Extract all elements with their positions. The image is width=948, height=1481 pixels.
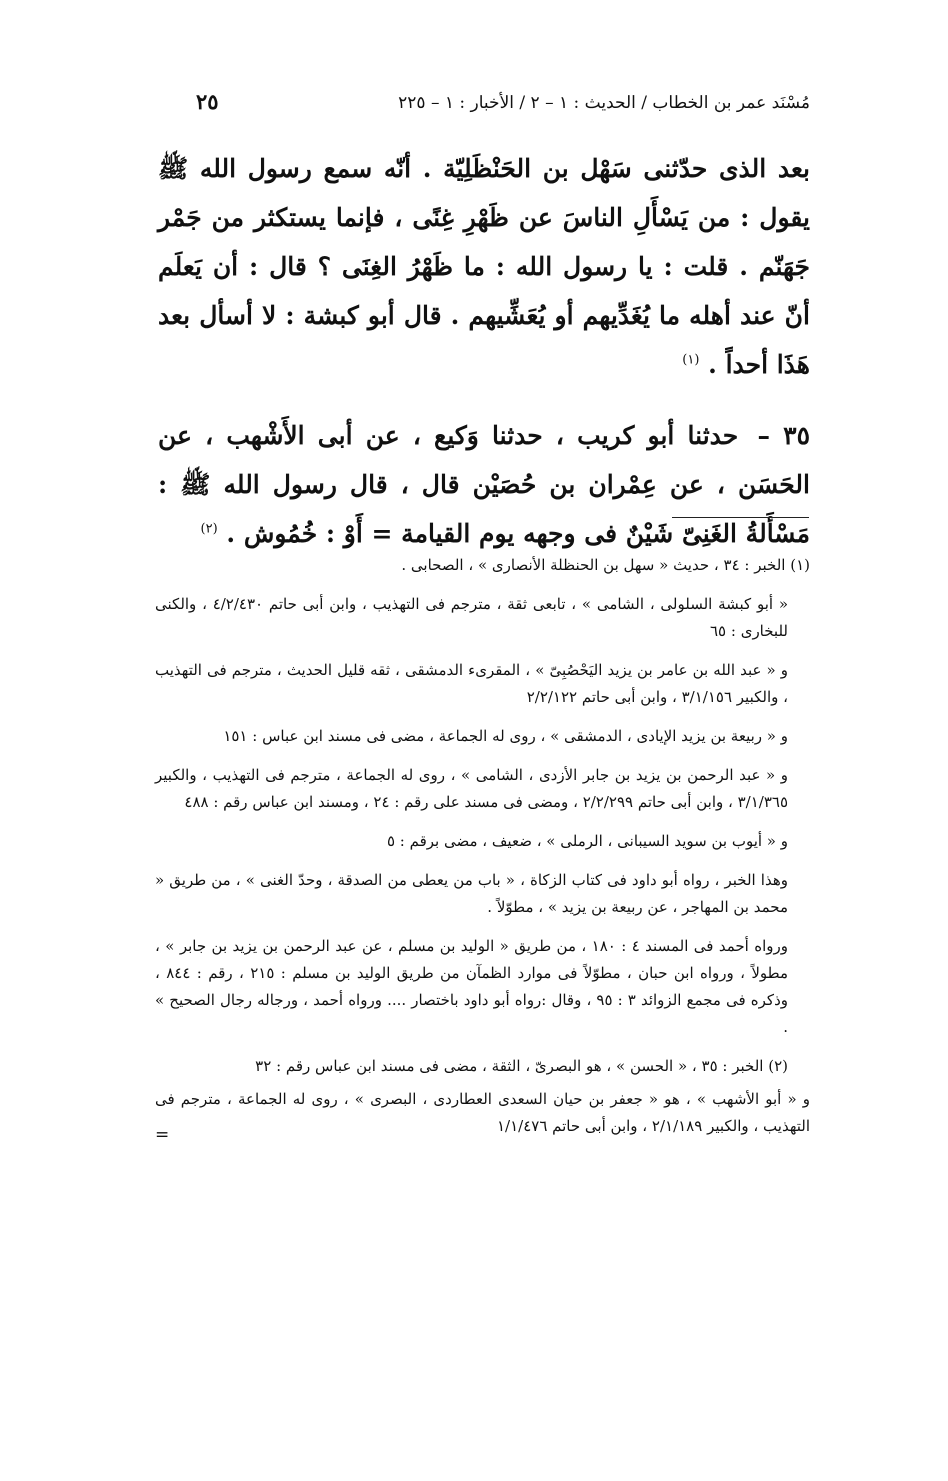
paragraph-text: بعد الذى حدّثنى سَهْل بن الحَنْظَلِيّة . أنّه سمع رسول الله ﷺ يقول : من يَسْأَلِ الناسَ عن ظَهْرِ غِنًى ، فإنما يستكثر من جَمْر جَهَنّم . قلت : يا رسول الله : ما ظَهْرُ الغِنَى ؟ قال : أن يَعلَم أنّ عند أهله ما يُغَدِّيهم أو يُعَشِّيهم . قال أبو كبشة : لا أسأل بعد هَذَا أحداً . — [158, 154, 810, 379]
footnote: و « عبد الرحمن بن يزيد بن جابر الأزدى ، الشامى » ، روى له الجماعة ، مترجم فى التهذيب ، والكبير ٣/١/٣٦٥ ، وابن أبى حاتم ٢/٢/٢٩٩ ، ومضى فى مسند على رقم : ٢٤ ، ومسند ابن عباس رقم : ٤٨٨ — [155, 766, 788, 811]
footnote: و « أيوب بن سويد السيبانى ، الرملى » ، ضعيف ، مضى برقم : ٥ — [386, 832, 788, 850]
footnote: و « عبد الله بن عامر بن يزيد اليَحْصُبِىّ » ، المقرىء الدمشقى ، ثقه قليل الحديث ، مترجم فى التهذيب ، والكبير ٣/١/١٥٦ ، وابن أبى حاتم ٢/٢/١٢٢ — [155, 661, 788, 706]
footnote: و « أبو الأشهب » ، هو « جعفر بن حيان السعدى العطاردى ، البصرى » ، روى له الجماعة ، مترجم فى التهذيب ، والكبير ٢/١/١٨٩ ، وابن أبى حاتم ١/١/٤٧٦ — [155, 1090, 810, 1135]
continuation-mark: = — [155, 1125, 170, 1145]
hadith-35-paragraph — [158, 411, 810, 558]
footnote: ورواه أحمد فى المسند ٤ : ١٨٠ ، من طريق « الوليد بن مسلم ، عن عبد الرحمن بن يزيد بن جابر » ، مطولاً ، ورواه ابن حبان ، مطوّلاً فى موارد الظمآن من طريق الوليد بن مسلم : ٢١٥ ، رقم : ٨٤٤ ، وذكره فى مجمع الزوائد ٣ : ٩٥ ، وقال :رواه أبو داود باختصار .... ورواه أحمد ، ورجاله رجال الصحيح » . — [155, 937, 789, 1036]
footnote: « أبو كبشة السلولى ، الشامى » ، تابعى ثقة ، مترجم فى التهذيب ، وابن أبى حاتم ٤/٢/٤٣٠ ، والكنى للبخارى : ٦٥ — [155, 595, 789, 640]
hadith-number: ٣٥ – — [757, 421, 810, 450]
footnote: (٢) الخبر : ٣٥ ، « الحسن » ، هو البصرىّ ، الثقة ، مضى فى مسند ابن عباس رقم : ٣٢ — [255, 1057, 788, 1075]
footnote-separator — [672, 517, 809, 518]
footnotes — [155, 552, 810, 1145]
footnote-marker: (١) — [682, 352, 700, 368]
footnote: و « ربيعة بن يزيد الإيادى ، الدمشقى » ، روى له الجماعة ، مضى فى مسند ابن عباس : ١٥١ — [223, 727, 788, 745]
running-title: مُسْنَد عمر بن الخطاب / الحديث : ١ – ٢ / الأخبار : ١ – ٢٢٥ — [398, 93, 810, 113]
footnote: (١) الخبر : ٣٤ ، حديث « سهل بن الحنظلة الأنصارى » ، الصحابى . — [401, 556, 810, 574]
hadith-continuation-paragraph — [158, 144, 810, 389]
footnote: وهذا الخبر ، رواه أبو داود فى كتاب الزكاة ، « باب من يعطى من الصدقة ، وحدّ الغنى » ، من طريق « محمد بن المهاجر ، عن ربيعة بن يزيد » ، مطوّلاً . — [155, 871, 788, 916]
page-header — [160, 89, 810, 123]
footnote-marker: (٢) — [200, 521, 218, 537]
main-text — [158, 144, 810, 558]
page-number: ٢٥ — [196, 89, 219, 114]
paragraph-text: حدثنا أبو كريب ، حدثنا وَكيع ، عن أبى الأَشْهب ، عن الحَسَن ، عن عِمْران بن حُصَيْن قال ، قال رسول الله ﷺ : مَسْأَلةُ الغَنِىّ شَيْنٌ فى وجهه يوم القيامة = أَوْ : خُمُوش . — [158, 421, 810, 548]
